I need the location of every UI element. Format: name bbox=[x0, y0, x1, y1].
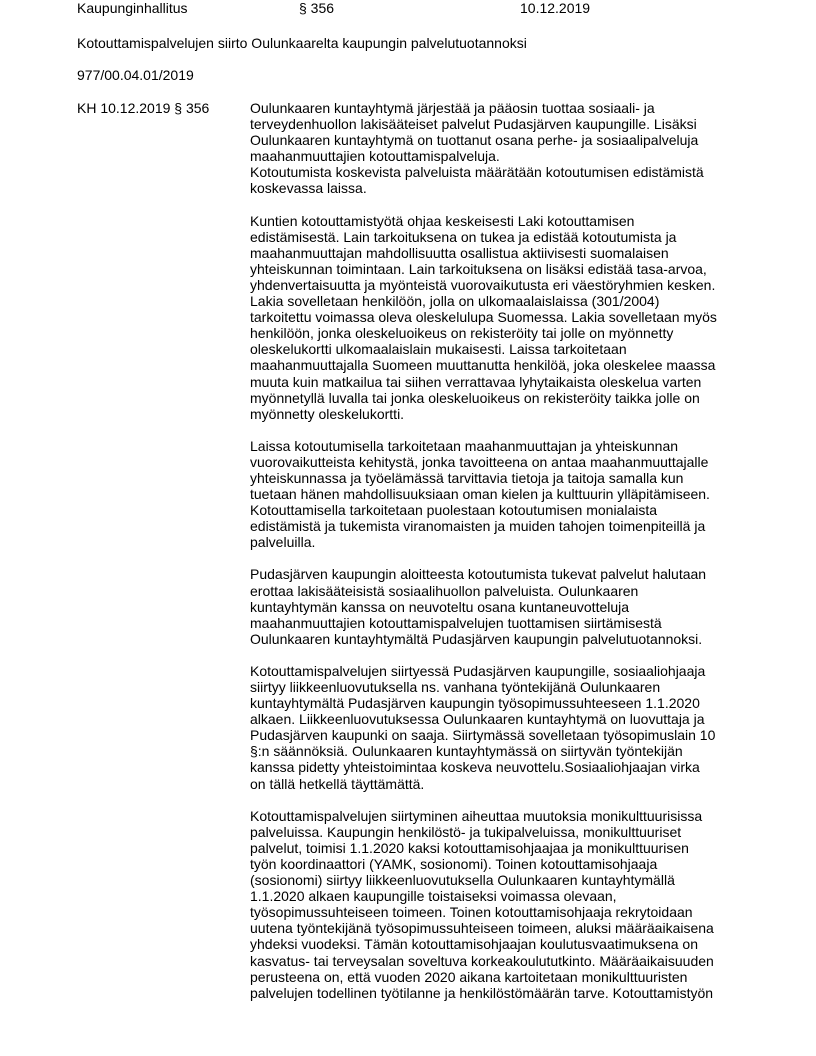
paragraph-line: vuorovaikutteista kehitystä, jonka tavoitteena on antaa maahanmuuttajalle bbox=[250, 453, 709, 470]
paragraph-line: terveydenhuollon lakisääteiset palvelut Pudasjärven kaupungille. Lisäksi bbox=[250, 116, 697, 133]
header-date: 10.12.2019 bbox=[520, 0, 591, 16]
body-paragraph bbox=[250, 663, 740, 792]
paragraph-line: Pudasjärven kaupunki on saaja. Siirtymässä sovelletaan työsopimuslain 10 bbox=[250, 727, 716, 744]
header-section: § 356 bbox=[299, 0, 335, 16]
paragraph-line: työsopimussuhteiseen toimeen. Toinen kotouttamisohjaaja rekrytoidaan bbox=[250, 904, 693, 921]
paragraph-line: maahanmuuttajan mahdollisuutta osallistua aktiivisesti suomalaisen bbox=[250, 244, 669, 261]
paragraph-line: tarkoitettu voimassa oleva oleskelulupa Suomessa. Lakia sovelletaan myös bbox=[250, 309, 717, 326]
paragraph-line: uutena työntekijänä työsopimussuhteiseen toimeen, aluksi määräaikaisena bbox=[250, 920, 714, 937]
paragraph-line: on tällä hetkellä täyttämättä. bbox=[250, 775, 425, 792]
paragraph-line: Oulunkaaren kuntayhtymältä Pudasjärven kaupungin palvelutuotannoksi. bbox=[250, 630, 703, 647]
paragraph-line: Pudasjärven kaupungin aloitteesta kotoutumista tukevat palvelut halutaan bbox=[250, 566, 707, 583]
body-paragraph bbox=[250, 213, 740, 422]
paragraph-line: oleskelukortti ulkomaalaislain mukaisesti. Laissa tarkoitetaan bbox=[250, 341, 627, 358]
paragraph-line: §:n säännöksiä. Oulunkaaren kuntayhtymässä on siirtyvän työntekijän bbox=[250, 743, 683, 760]
paragraph-line: edistämistä ja tukemista viranomaisten ja muiden tahojen toimenpiteillä ja bbox=[250, 518, 706, 535]
paragraph-line: 1.1.2020 alkaen kaupungille toistaiseksi voimassa olevaan, bbox=[250, 888, 617, 905]
paragraph-line: Kotouttamispalvelujen siirtyessä Pudasjärven kaupungille, sosiaaliohjaaja bbox=[250, 662, 706, 679]
paragraph-line: yhteiskunnassa ja työelämässä tarvittavia tietoja ja taitoja samalla kun bbox=[250, 469, 684, 486]
paragraph-line: Kuntien kotouttamistyötä ohjaa keskeisesti Laki kotouttamisen bbox=[250, 212, 635, 229]
document-body bbox=[250, 100, 740, 1017]
paragraph-line: muuta kuin matkailua tai siihen verrattavaa lyhytaikaista oleskelua varten bbox=[250, 373, 702, 390]
paragraph-line: kuntayhtymän kanssa on neuvoteltu osana kuntaneuvotteluja bbox=[250, 598, 630, 615]
paragraph-line: edistämisestä. Lain tarkoituksena on tukea ja edistää kotoutumista ja bbox=[250, 228, 677, 245]
paragraph-line: koskevassa laissa. bbox=[250, 180, 367, 197]
paragraph-line: kasvatus- tai terveysalan soveltuva korkeakoulututkinto. Määräaikaisuuden bbox=[250, 952, 714, 969]
paragraph-line: Oulunkaaren kuntayhtymä on tuottanut osana perhe- ja sosiaalipalveluja bbox=[250, 132, 699, 149]
paragraph-line: henkilöön, jonka oleskeluoikeus on rekisteröity tai jolle on myönnetty bbox=[250, 325, 674, 342]
body-paragraph bbox=[250, 438, 740, 551]
paragraph-line: Laissa kotoutumisella tarkoitetaan maahanmuuttajan ja yhteiskunnan bbox=[250, 437, 679, 454]
paragraph-line: siirtyy liikkeenluovutuksella ns. vanhana työntekijänä Oulunkaaren bbox=[250, 679, 661, 695]
document-header bbox=[77, 0, 777, 20]
paragraph-line: yhdenvertaisuutta ja myönteistä vuorovaikutusta eri väestöryhmien kesken. bbox=[250, 276, 716, 293]
document-number: 977/00.04.01/2019 bbox=[77, 67, 194, 83]
paragraph-line: Lakia sovelletaan henkilöön, jolla on ulkomaalaislaissa (301/2004) bbox=[250, 293, 660, 310]
paragraph-line: palveluissa. Kaupungin henkilöstö- ja tukipalveluissa, monikulttuuriset bbox=[250, 823, 682, 840]
paragraph-line: palvelujen todellinen työtilanne ja henkilöstömäärän tarve. Kotouttamistyön bbox=[250, 984, 714, 1001]
paragraph-line: Oulunkaaren kuntayhtymä järjestää ja pääosin tuottaa sosiaali- ja bbox=[250, 100, 655, 116]
body-paragraph bbox=[250, 566, 740, 646]
paragraph-line: Kotouttamispalvelujen siirtyminen aiheuttaa muutoksia monikulttuurisissa bbox=[250, 807, 703, 824]
paragraph-line: palvelut, toimisi 1.1.2020 kaksi kotouttamisohjaajaa ja monikulttuurisen bbox=[250, 839, 689, 856]
paragraph-line: maahanmuuttajalla Suomeen muuttanutta henkilöä, joka oleskelee maassa bbox=[250, 357, 716, 374]
body-paragraph bbox=[250, 808, 740, 1001]
paragraph-line: (sosionomi) siirtyy liikkeenluovutuksella Oulunkaaren kuntayhtymällä bbox=[250, 872, 675, 889]
paragraph-line: yhteiskunnan toimintaan. Lain tarkoituksena on lisäksi edistää tasa-arvoa, bbox=[250, 260, 707, 277]
paragraph-line: maahanmuuttajien kotouttamispalveluja. bbox=[250, 148, 500, 165]
paragraph-line: alkaen. Liikkeenluovutuksessa Oulunkaaren kuntayhtymä on luovuttaja ja bbox=[250, 711, 705, 728]
document-subject: Kotouttamispalvelujen siirto Oulunkaarelta kaupungin palvelutuotannoksi bbox=[77, 35, 527, 51]
paragraph-line: myönnetyllä luvalla tai jonka oleskeluoikeus on rekisteröity taikka jolle on bbox=[250, 389, 700, 406]
paragraph-line: perusteena on, että vuoden 2020 aikana kartoitetaan monikulttuuristen bbox=[250, 968, 688, 985]
paragraph-line: erottaa lakisääteisistä sosiaalihuollon palveluista. Oulunkaaren bbox=[250, 582, 639, 599]
paragraph-line: tuetaan hänen mahdollisuuksiaan oman kielen ja kulttuurin ylläpitämiseen. bbox=[250, 486, 710, 503]
meeting-reference: KH 10.12.2019 § 356 bbox=[77, 100, 210, 116]
paragraph-line: kuntayhtymältä Pudasjärven kaupungin työsopimussuhteeseen 1.1.2020 bbox=[250, 695, 700, 712]
body-paragraph bbox=[250, 100, 740, 197]
header-org: Kaupunginhallitus bbox=[77, 0, 188, 16]
paragraph-line: palveluilla. bbox=[250, 534, 316, 551]
paragraph-line: yhdeksi vuodeksi. Tämän kotouttamisohjaajan koulutusvaatimuksena on bbox=[250, 936, 698, 953]
paragraph-line: Kotouttamisella tarkoitetaan puolestaan kotoutumisen monialaista bbox=[250, 502, 658, 519]
paragraph-line: työn koordinaattori (YAMK, sosionomi). Toinen kotouttamisohjaaja bbox=[250, 855, 658, 872]
paragraph-line: Kotoutumista koskevista palveluista määrätään kotoutumisen edistämistä bbox=[250, 164, 704, 181]
paragraph-line: maahanmuuttajien kotouttamispalvelujen tuottamisen siirtämisestä bbox=[250, 614, 662, 631]
paragraph-line: myönnetty oleskelukortti. bbox=[250, 405, 405, 422]
paragraph-line: kanssa pidetty yhteistoimintaa koskeva neuvottelu.Sosiaaliohjaajan virka bbox=[250, 759, 700, 776]
